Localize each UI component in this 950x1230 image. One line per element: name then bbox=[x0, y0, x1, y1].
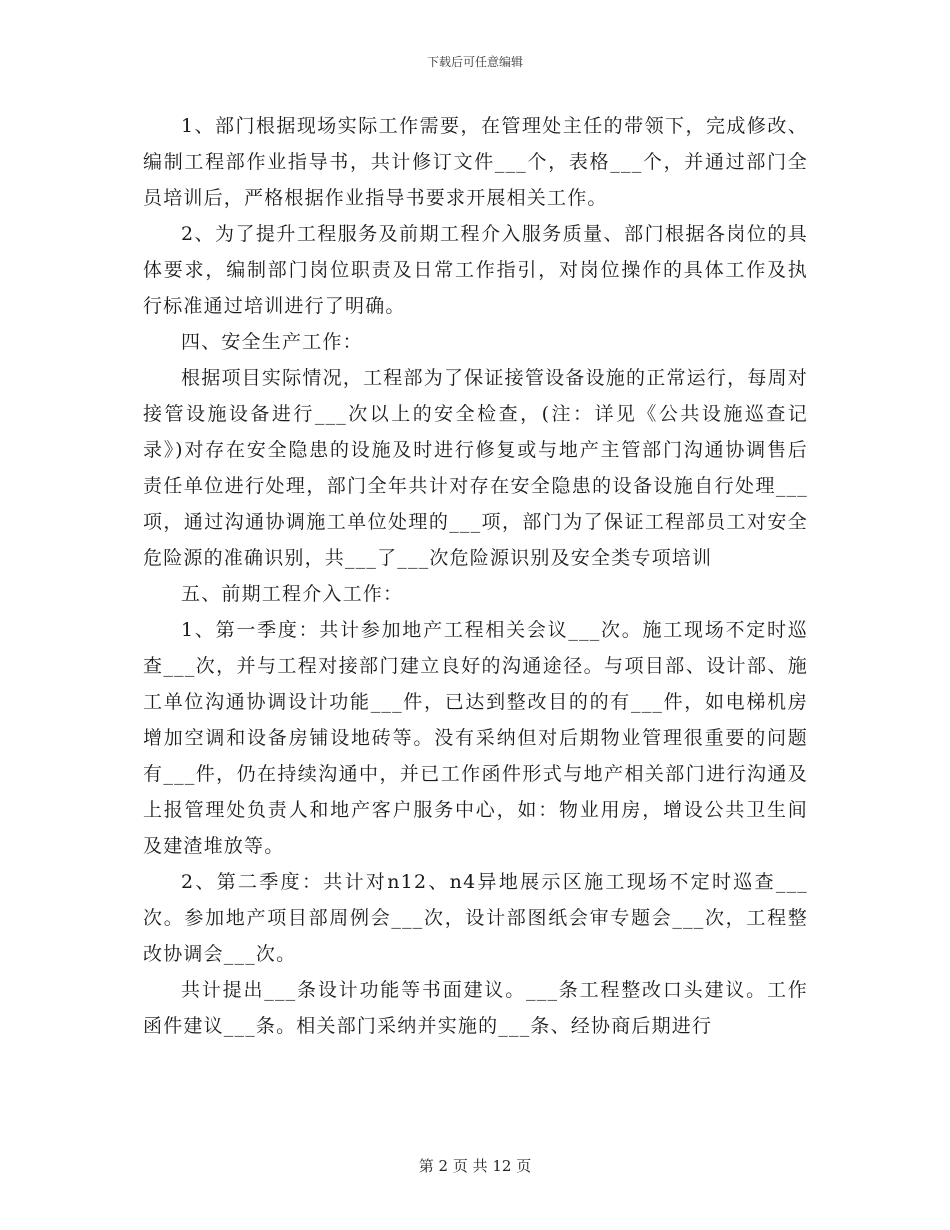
paragraph-item-2: 2、为了提升工程服务及前期工程介入服务质量、部门根据各岗位的具体要求，编制部门岗位职责及日常工作指引，对岗位操作的具体工作及执行标准通过培训进行了明确。 bbox=[143, 223, 808, 317]
section-heading-early-intervention: 五、前期工程介入工作： bbox=[181, 583, 404, 605]
section-heading-safety: 四、安全生产工作： bbox=[181, 331, 363, 353]
paragraph-item-1: 1、部门根据现场实际工作需要，在管理处主任的带领下，完成修改、编制工程部作业指导书，共计修订文件___个，表格___个，并通过部门全员培训后，严格根据作业指导书要求开展相关工作。 bbox=[143, 115, 808, 209]
document-body bbox=[143, 108, 808, 1044]
paragraph-q2: 2、第二季度：共计对n12、n4异地展示区施工现场不定时巡查___次。参加地产项目部周例会___次，设计部图纸会审专题会___次，工程整改协调会___次。 bbox=[143, 871, 808, 965]
page-header-note: 下载后可任意编辑 bbox=[426, 55, 523, 69]
paragraph-q1: 1、第一季度：共计参加地产工程相关会议___次。施工现场不定时巡查___次，并与工程对接部门建立良好的沟通途径。与项目部、设计部、施工单位沟通协调设计功能___件，已达到整改目的的有___件，如电梯机房增加空调和设备房铺设地砖等。没有采纳但对后期物业管理很重要的问题有___件，仍在持续沟通中，并已工作函件形式与地产相关部门进行沟通及上报管理处负责人和地产客户服务中心，如：物业用房，增设公共卫生间及建渣堆放等。 bbox=[143, 619, 808, 857]
page-number: 第 2 页 共 12 页 bbox=[418, 1157, 532, 1175]
paragraph-suggestions: 共计提出___条设计功能等书面建议。___条工程整改口头建议。工作函件建议___条。相关部门采纳并实施的___条、经协商后期进行 bbox=[143, 979, 808, 1037]
paragraph-safety: 根据项目实际情况，工程部为了保证接管设备设施的正常运行，每周对接管设施设备进行___次以上的安全检查，(注：详见《公共设施巡查记录》)对存在安全隐患的设施及时进行修复或与地产主管部门沟通协调售后责任单位进行处理，部门全年共计对存在安全隐患的设备设施自行处理___项，通过沟通协调施工单位处理的___项，部门为了保证工程部员工对安全危险源的准确识别，共___了___次危险源识别及安全类专项培训 bbox=[143, 367, 808, 569]
